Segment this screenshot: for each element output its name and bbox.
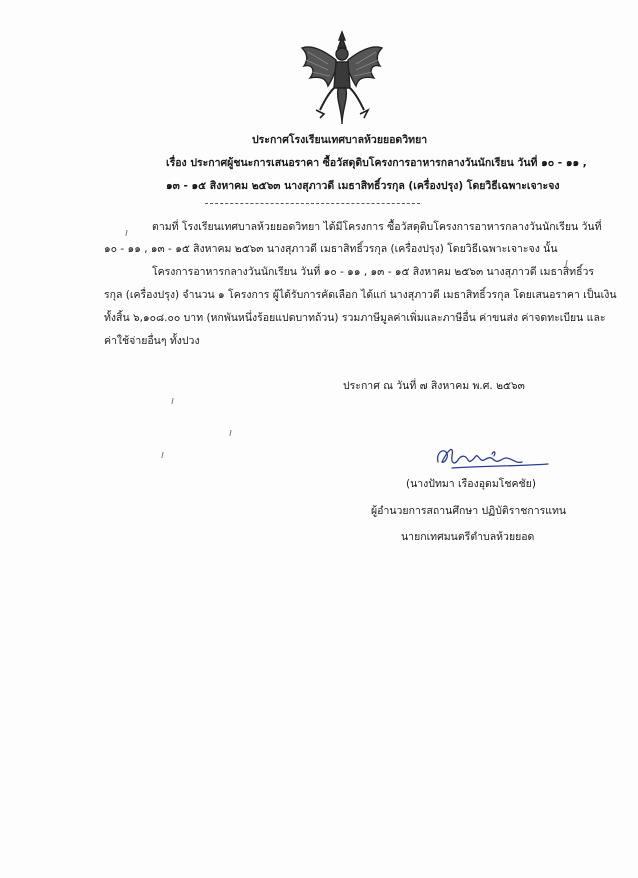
announcement-date: ประกาศ ณ วันที่ ๗ สิงหาคม พ.ศ. ๒๕๖๓ [343,380,525,392]
signatory-name: (นางปัทมา เรืองอุดมโชคชัย) [406,478,536,490]
subject-line-1: เรื่อง ประกาศผู้ชนะการเสนอราคา ซื้อวัสดุดิบโครงการอาหารกลางวันนักเรียน วันที่ ๑๐ - ๑๑ , [166,157,587,169]
scan-mark [161,452,163,458]
scan-mark [171,398,173,404]
paragraph-2-line-1: โครงการอาหารกลางวันนักเรียน วันที่ ๑๐ - ๑๑ , ๑๓ - ๑๕ สิงหาคม ๒๕๖๓ นางสุภาวดี เมธาสิทธิ์วร [152,266,595,278]
paragraph-1-line-1: ตามที่ โรงเรียนเทศบาลห้วยยอดวิทยา ได้มีโครงการ ซื้อวัสดุดิบโครงการอาหารกลางวันนักเรียน วันที่ [152,221,602,233]
scan-mark [125,230,127,236]
subject-line-2: ๑๓ - ๑๕ สิงหาคม ๒๕๖๓ นางสุภาวดี เมธาสิทธิ์วรกุล (เครื่องปรุง) โดยวิธีเฉพาะเจาะจง [166,180,560,192]
document-org-title: ประกาศโรงเรียนเทศบาลห้วยยอดวิทยา [252,134,428,146]
signatory-position-2: นายกเทศมนตรีตำบลห้วยยอด [401,531,535,543]
garuda-emblem-icon [298,30,386,126]
paragraph-1-line-2: ๑๐ - ๑๑ , ๑๓ - ๑๕ สิงหาคม ๒๕๖๓ นางสุภาวดี เมธาสิทธิ์วรกุล (เครื่องปรุง) โดยวิธีเฉพาะเจาะจง นั้น [104,243,558,255]
header-divider [205,203,420,204]
paragraph-2-line-2: รกุล (เครื่องปรุง) จำนวน ๑ โครงการ ผู้ได้รับการคัดเลือก ได้แก่ นางสุภาวดี เมธาสิทธิ์วรกุล โดยเสนอราคา เป็นเงิน [104,289,617,301]
signatory-position-1: ผู้อำนวยการสถานศึกษา ปฏิบัติราชการแทน [371,505,567,517]
paragraph-2-line-4: ค่าใช้จ่ายอื่นๆ ทั้งปวง [104,335,200,347]
signature-image [432,440,550,474]
paragraph-2-line-3: ทั้งสิ้น ๖,๑๐๘.๐๐ บาท (หกพันหนึ่งร้อยแปดบาทถ้วน) รวมภาษีมูลค่าเพิ่มและภาษีอื่น ค่าขนส่ง ค่าจดทะเบียน และ [104,312,606,324]
scan-mark [229,430,231,436]
